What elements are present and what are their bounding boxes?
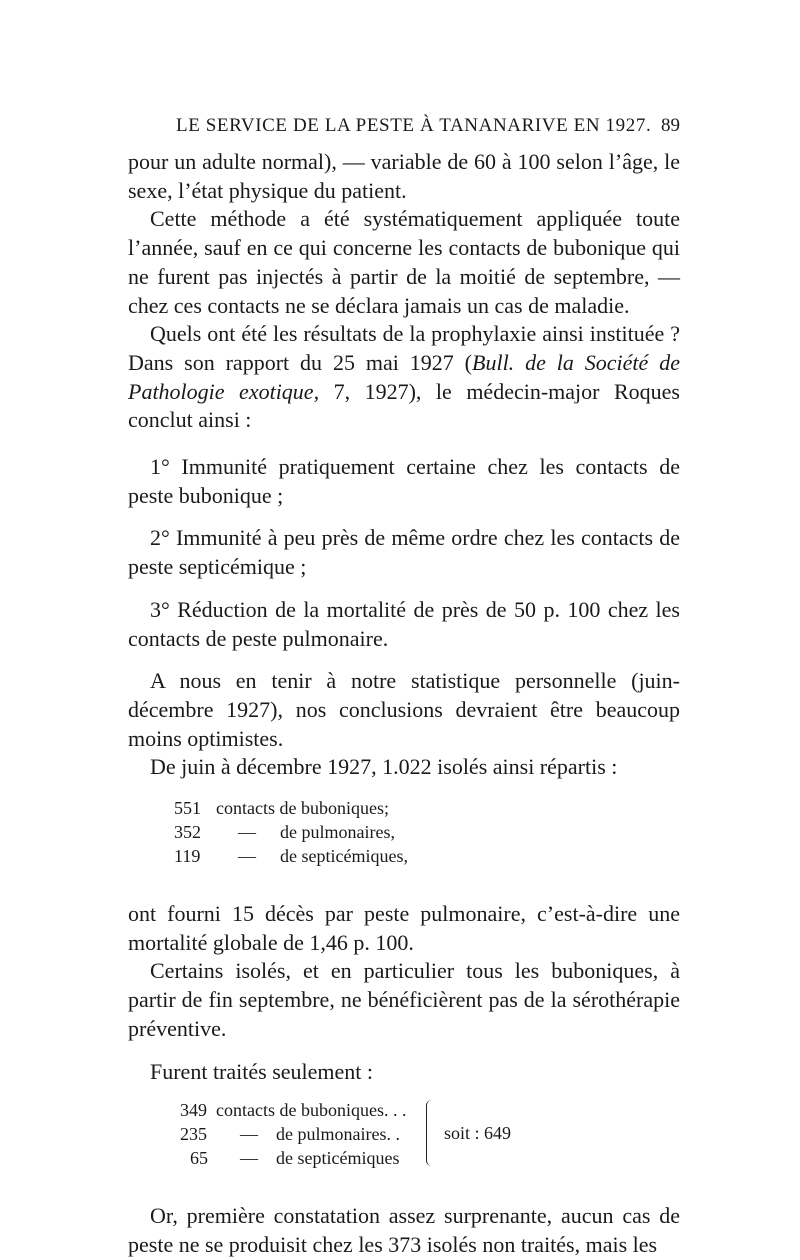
treated-list [180, 1098, 680, 1170]
item-count: 119 [174, 846, 201, 867]
citation-tail: 7, 1927), le médecin-major Roques conclut ainsi : [128, 378, 680, 433]
item-dash: — [238, 846, 256, 867]
running-header [128, 115, 680, 147]
brace [426, 1100, 437, 1166]
paragraph: Furent traités seulement : [150, 1058, 373, 1084]
body-text [128, 148, 680, 1260]
conclusion-item: 1° Immunité pratiquement certaine chez les contacts de peste bubonique ; [128, 454, 680, 508]
item-count: 65 [190, 1148, 208, 1169]
item-label: de septicémiques [276, 1148, 400, 1169]
item-label: contacts de buboniques. . . [216, 1100, 407, 1121]
paragraph-citation [128, 320, 680, 435]
item-label: contacts de buboniques; [216, 798, 389, 819]
total-label: soit : 649 [444, 1123, 512, 1144]
page-number: 89 [661, 115, 680, 136]
citation-lead: Quels ont été les résultats de la prophylaxie ainsi instituée ? Dans son rapport du 25 mai 1927 ( [128, 321, 680, 375]
paragraph: De juin à décembre 1927, 1.022 isolés ainsi répartis : [150, 754, 618, 780]
conclusion-item: 3° Réduction de la mortalité de près de 50 p. 100 chez les contacts de peste pulmonaire. [128, 596, 680, 651]
item-count: 352 [174, 822, 201, 843]
journal-reference: Bull. de la Société de Pathologie exotique, [128, 349, 680, 404]
list-item [174, 844, 680, 868]
item-dash: — [240, 1148, 258, 1169]
item-count: 551 [174, 798, 201, 819]
item-label: de pulmonaires. . [276, 1124, 400, 1145]
item-dash: — [240, 1124, 258, 1145]
paragraph: Certains isolés, et en particulier tous les buboniques, à partir de fin septembre, ne bénéficièrent pas de la sérothérapie préventive. [128, 958, 680, 1041]
paragraph: pour un adulte normal), — variable de 60 à 100 selon l’âge, le sexe, l’état physique du patient. [128, 149, 680, 203]
conclusion-item: 2° Immunité à peu près de même ordre chez les contacts de peste septicémique ; [128, 525, 680, 580]
list-item [174, 820, 680, 844]
item-count: 235 [180, 1124, 207, 1145]
paragraph: ont fourni 15 décès par peste pulmonaire, c’est-à-dire une mortalité globale de 1,46 p. 100. [128, 901, 680, 955]
paragraph: Cette méthode a été systématiquement appliquée toute l’année, sauf en ce qui concerne les contacts de bubonique qui ne furent pas injectés à partir de la moitié de septembre, — chez ces contacts ne se déclara jamais un cas de maladie. [128, 206, 680, 318]
paragraph: Or, première constatation assez surprenante, aucun cas de peste ne se produisit chez les 373 isolés non traités, mais les [128, 1203, 680, 1257]
isolates-list [174, 796, 680, 868]
paragraph: A nous en tenir à notre statistique personnelle (juin-décembre 1927), nos conclusions devraient être beaucoup moins optimistes. [128, 668, 680, 751]
item-dash: — [238, 822, 256, 843]
list-item [174, 796, 680, 820]
item-count: 349 [180, 1100, 207, 1121]
item-label: de pulmonaires, [280, 822, 395, 843]
item-label: de septicémiques, [280, 846, 408, 867]
header-title: LE SERVICE DE LA PESTE À TANANARIVE EN 1927. [176, 115, 652, 136]
